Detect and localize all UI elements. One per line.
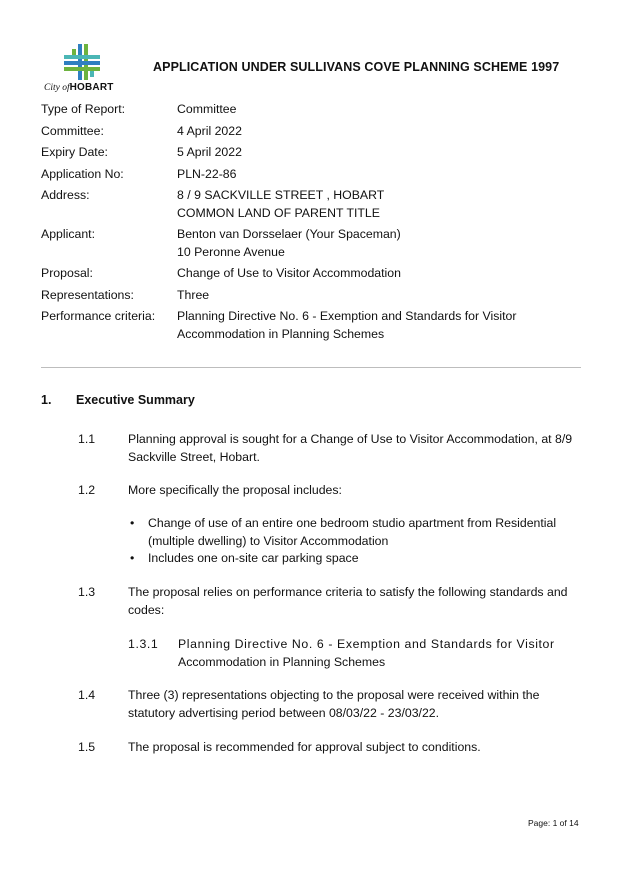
paragraph-number: 1.1 bbox=[78, 432, 96, 446]
detail-row bbox=[41, 166, 581, 184]
detail-label: Address: bbox=[41, 188, 90, 202]
paragraph-text bbox=[128, 482, 578, 500]
detail-value-line: 10 Peronne Avenue bbox=[177, 244, 285, 259]
detail-value-line: Committee bbox=[177, 102, 237, 116]
detail-value-line: 4 April 2022 bbox=[177, 123, 242, 138]
paragraph-text bbox=[128, 584, 578, 619]
detail-label: Proposal: bbox=[41, 266, 93, 280]
paragraph-line: The proposal is recommended for approval subject to conditions. bbox=[128, 740, 481, 754]
detail-label: Performance criteria: bbox=[41, 309, 156, 323]
detail-row bbox=[41, 123, 581, 141]
paragraph-line: statutory advertising period between 08/03/22 - 23/03/22. bbox=[128, 705, 440, 720]
hobart-cross-logo-icon bbox=[64, 44, 100, 80]
detail-label: Type of Report: bbox=[41, 102, 126, 116]
paragraph-line: More specifically the proposal includes: bbox=[128, 483, 342, 497]
paragraph-line: Sackville Street, Hobart. bbox=[128, 449, 260, 464]
detail-row bbox=[41, 101, 581, 119]
paragraph-1-4 bbox=[78, 687, 578, 722]
paragraph-1-3 bbox=[78, 584, 578, 619]
detail-value-line: Change of Use to Visitor Accommodation bbox=[177, 266, 401, 280]
bullet-item bbox=[128, 515, 578, 550]
bullet-icon: • bbox=[130, 551, 135, 565]
paragraph-1-3-1 bbox=[128, 635, 578, 671]
detail-value bbox=[177, 287, 581, 305]
paragraph-line: codes: bbox=[128, 602, 165, 617]
logo-hobart-text: HOBART bbox=[69, 82, 114, 93]
detail-value-line: Planning Directive No. 6 - Exemption and Standards for Visitor bbox=[177, 309, 517, 323]
detail-value bbox=[177, 144, 581, 162]
paragraph-number: 1.3 bbox=[78, 585, 96, 599]
paragraph-number: 1.5 bbox=[78, 740, 96, 754]
paragraph-text bbox=[128, 739, 578, 757]
section-heading bbox=[41, 393, 195, 407]
detail-value-line: 5 April 2022 bbox=[177, 145, 242, 159]
bullet-line: (multiple dwelling) to Visitor Accommodation bbox=[148, 533, 389, 548]
bullet-icon: • bbox=[130, 516, 135, 530]
page-number-footer: Page: 1 of 14 bbox=[528, 818, 579, 828]
detail-value-line: 8 / 9 SACKVILLE STREET , HOBART bbox=[177, 188, 385, 202]
detail-value bbox=[177, 123, 581, 141]
paragraph-1-5 bbox=[78, 739, 578, 757]
detail-value bbox=[177, 166, 581, 184]
detail-value bbox=[177, 226, 581, 261]
paragraph-text bbox=[178, 635, 578, 671]
divider bbox=[41, 367, 581, 368]
paragraph-number: 1.3.1 bbox=[128, 637, 159, 651]
detail-value bbox=[177, 101, 581, 119]
bullet-line: Change of use of an entire one bedroom studio apartment from Residential bbox=[148, 516, 557, 530]
paragraph-line: Planning Directive No. 6 - Exemption and Standards for Visitor bbox=[178, 637, 555, 651]
document-title: APPLICATION UNDER SULLIVANS COVE PLANNING SCHEME 1997 bbox=[153, 60, 560, 74]
detail-value bbox=[177, 265, 581, 283]
paragraph-number: 1.2 bbox=[78, 483, 96, 497]
detail-label: Committee: bbox=[41, 123, 104, 138]
detail-row bbox=[41, 265, 581, 283]
paragraph-line: Planning approval is sought for a Change of Use to Visitor Accommodation, at 8/9 bbox=[128, 432, 573, 446]
detail-label: Application No: bbox=[41, 166, 124, 181]
detail-value bbox=[177, 308, 581, 343]
paragraph-line: Accommodation in Planning Schemes bbox=[178, 655, 386, 669]
detail-value-line: Three bbox=[177, 287, 210, 302]
detail-row bbox=[41, 308, 581, 343]
logo-wordmark bbox=[44, 82, 124, 93]
detail-label: Representations: bbox=[41, 287, 134, 302]
detail-label: Expiry Date: bbox=[41, 145, 108, 159]
paragraph-1-2 bbox=[78, 482, 578, 500]
detail-row bbox=[41, 287, 581, 305]
paragraph-1-1 bbox=[78, 431, 578, 466]
detail-label: Applicant: bbox=[41, 227, 96, 241]
detail-row bbox=[41, 187, 581, 222]
detail-row bbox=[41, 144, 581, 162]
section-number: 1. bbox=[41, 393, 52, 407]
logo-city-text: City of bbox=[44, 83, 70, 93]
report-details-table bbox=[41, 101, 581, 347]
detail-row bbox=[41, 226, 581, 261]
detail-value-line: Benton van Dorsselaer (Your Spaceman) bbox=[177, 227, 401, 241]
paragraph-text bbox=[128, 431, 578, 466]
section-title: Executive Summary bbox=[76, 393, 195, 407]
detail-value-line: Accommodation in Planning Schemes bbox=[177, 326, 385, 341]
bullet-item bbox=[128, 550, 578, 568]
paragraph-line: The proposal relies on performance criteria to satisfy the following standards and bbox=[128, 585, 568, 599]
paragraph-text bbox=[128, 687, 578, 722]
detail-value-line: PLN-22-86 bbox=[177, 166, 237, 181]
bullet-list bbox=[128, 515, 578, 568]
detail-value bbox=[177, 187, 581, 222]
detail-value-line: COMMON LAND OF PARENT TITLE bbox=[177, 205, 380, 220]
bullet-line: Includes one on-site car parking space bbox=[148, 551, 359, 565]
city-of-hobart-logo bbox=[44, 44, 116, 96]
paragraph-line: Three (3) representations objecting to the proposal were received within the bbox=[128, 688, 540, 702]
paragraph-number: 1.4 bbox=[78, 688, 96, 702]
